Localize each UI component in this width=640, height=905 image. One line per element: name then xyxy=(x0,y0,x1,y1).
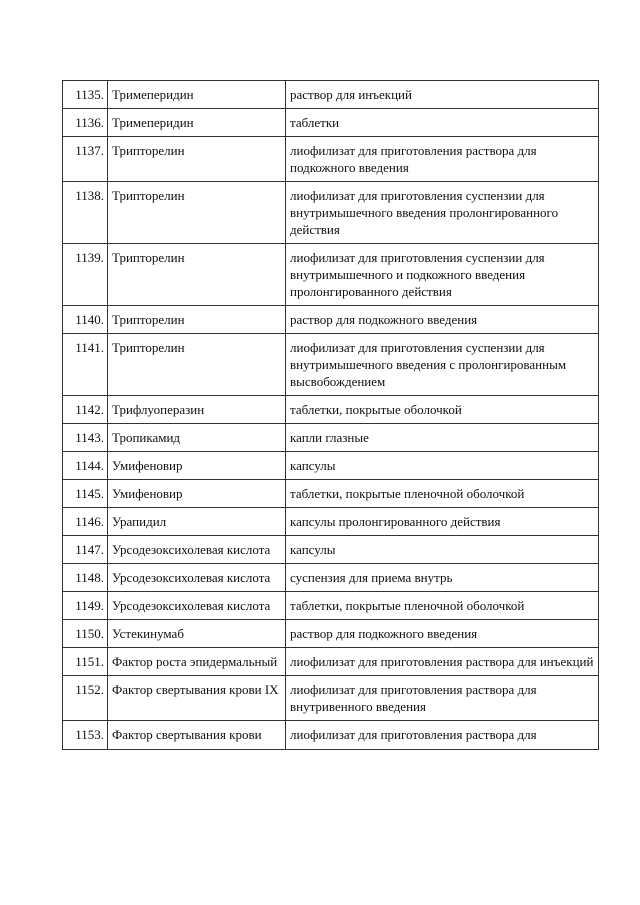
dosage-form: таблетки, покрытые оболочкой xyxy=(286,396,599,424)
row-number: 1143. xyxy=(63,424,108,452)
drug-name: Трипторелин xyxy=(108,244,286,306)
dosage-form: лиофилизат для приготовления суспензии для внутримышечного введения пролонгированного действия xyxy=(286,182,599,244)
drug-name: Фактор свертывания крови IX xyxy=(108,676,286,721)
table-row xyxy=(63,536,599,564)
row-number: 1137. xyxy=(63,137,108,182)
row-number: 1150. xyxy=(63,620,108,648)
row-number: 1142. xyxy=(63,396,108,424)
dosage-form: раствор для подкожного введения xyxy=(286,620,599,648)
row-number: 1153. xyxy=(63,721,108,750)
row-number: 1151. xyxy=(63,648,108,676)
drug-name: Трипторелин xyxy=(108,137,286,182)
dosage-form: лиофилизат для приготовления раствора для xyxy=(286,721,599,750)
drug-name: Тропикамид xyxy=(108,424,286,452)
table-row xyxy=(63,306,599,334)
drug-name: Умифеновир xyxy=(108,480,286,508)
dosage-form: лиофилизат для приготовления суспензии для внутримышечного и подкожного введения пролонгированного действия xyxy=(286,244,599,306)
dosage-form: таблетки, покрытые пленочной оболочкой xyxy=(286,592,599,620)
row-number: 1141. xyxy=(63,334,108,396)
table-row xyxy=(63,334,599,396)
table-row xyxy=(63,592,599,620)
row-number: 1136. xyxy=(63,109,108,137)
drug-name: Урапидил xyxy=(108,508,286,536)
table-row xyxy=(63,244,599,306)
dosage-form: капсулы xyxy=(286,536,599,564)
table-row xyxy=(63,676,599,721)
drug-name: Устекинумаб xyxy=(108,620,286,648)
dosage-form: лиофилизат для приготовления раствора для внутривенного введения xyxy=(286,676,599,721)
row-number: 1144. xyxy=(63,452,108,480)
drug-name: Тримеперидин xyxy=(108,109,286,137)
row-number: 1147. xyxy=(63,536,108,564)
table-row xyxy=(63,480,599,508)
drug-name: Урсодезоксихолевая кислота xyxy=(108,592,286,620)
drug-name: Трипторелин xyxy=(108,182,286,244)
table-row xyxy=(63,721,599,750)
drug-name: Трифлуоперазин xyxy=(108,396,286,424)
drug-name: Урсодезоксихолевая кислота xyxy=(108,536,286,564)
dosage-form: лиофилизат для приготовления суспензии для внутримышечного введения с пролонгированным высвобождением xyxy=(286,334,599,396)
table-row xyxy=(63,182,599,244)
row-number: 1146. xyxy=(63,508,108,536)
row-number: 1148. xyxy=(63,564,108,592)
row-number: 1145. xyxy=(63,480,108,508)
dosage-form: капли глазные xyxy=(286,424,599,452)
dosage-form: таблетки, покрытые пленочной оболочкой xyxy=(286,480,599,508)
drug-name: Трипторелин xyxy=(108,334,286,396)
row-number: 1152. xyxy=(63,676,108,721)
drug-name: Тримеперидин xyxy=(108,81,286,109)
drug-list-body xyxy=(63,81,599,750)
dosage-form: таблетки xyxy=(286,109,599,137)
row-number: 1139. xyxy=(63,244,108,306)
table-row xyxy=(63,109,599,137)
table-row xyxy=(63,648,599,676)
table-row xyxy=(63,396,599,424)
table-row xyxy=(63,452,599,480)
row-number: 1140. xyxy=(63,306,108,334)
dosage-form: суспензия для приема внутрь xyxy=(286,564,599,592)
row-number: 1138. xyxy=(63,182,108,244)
drug-name: Умифеновир xyxy=(108,452,286,480)
dosage-form: лиофилизат для приготовления раствора для подкожного введения xyxy=(286,137,599,182)
dosage-form: лиофилизат для приготовления раствора для инъекций xyxy=(286,648,599,676)
dosage-form: капсулы xyxy=(286,452,599,480)
table-row xyxy=(63,81,599,109)
table-row xyxy=(63,424,599,452)
dosage-form: раствор для инъекций xyxy=(286,81,599,109)
row-number: 1149. xyxy=(63,592,108,620)
drug-name: Фактор роста эпидермальный xyxy=(108,648,286,676)
drug-list-table xyxy=(62,80,599,750)
drug-name: Урсодезоксихолевая кислота xyxy=(108,564,286,592)
dosage-form: раствор для подкожного введения xyxy=(286,306,599,334)
table-row xyxy=(63,508,599,536)
table-row xyxy=(63,620,599,648)
drug-name: Фактор свертывания крови xyxy=(108,721,286,750)
row-number: 1135. xyxy=(63,81,108,109)
drug-name: Трипторелин xyxy=(108,306,286,334)
table-row xyxy=(63,564,599,592)
dosage-form: капсулы пролонгированного действия xyxy=(286,508,599,536)
table-row xyxy=(63,137,599,182)
